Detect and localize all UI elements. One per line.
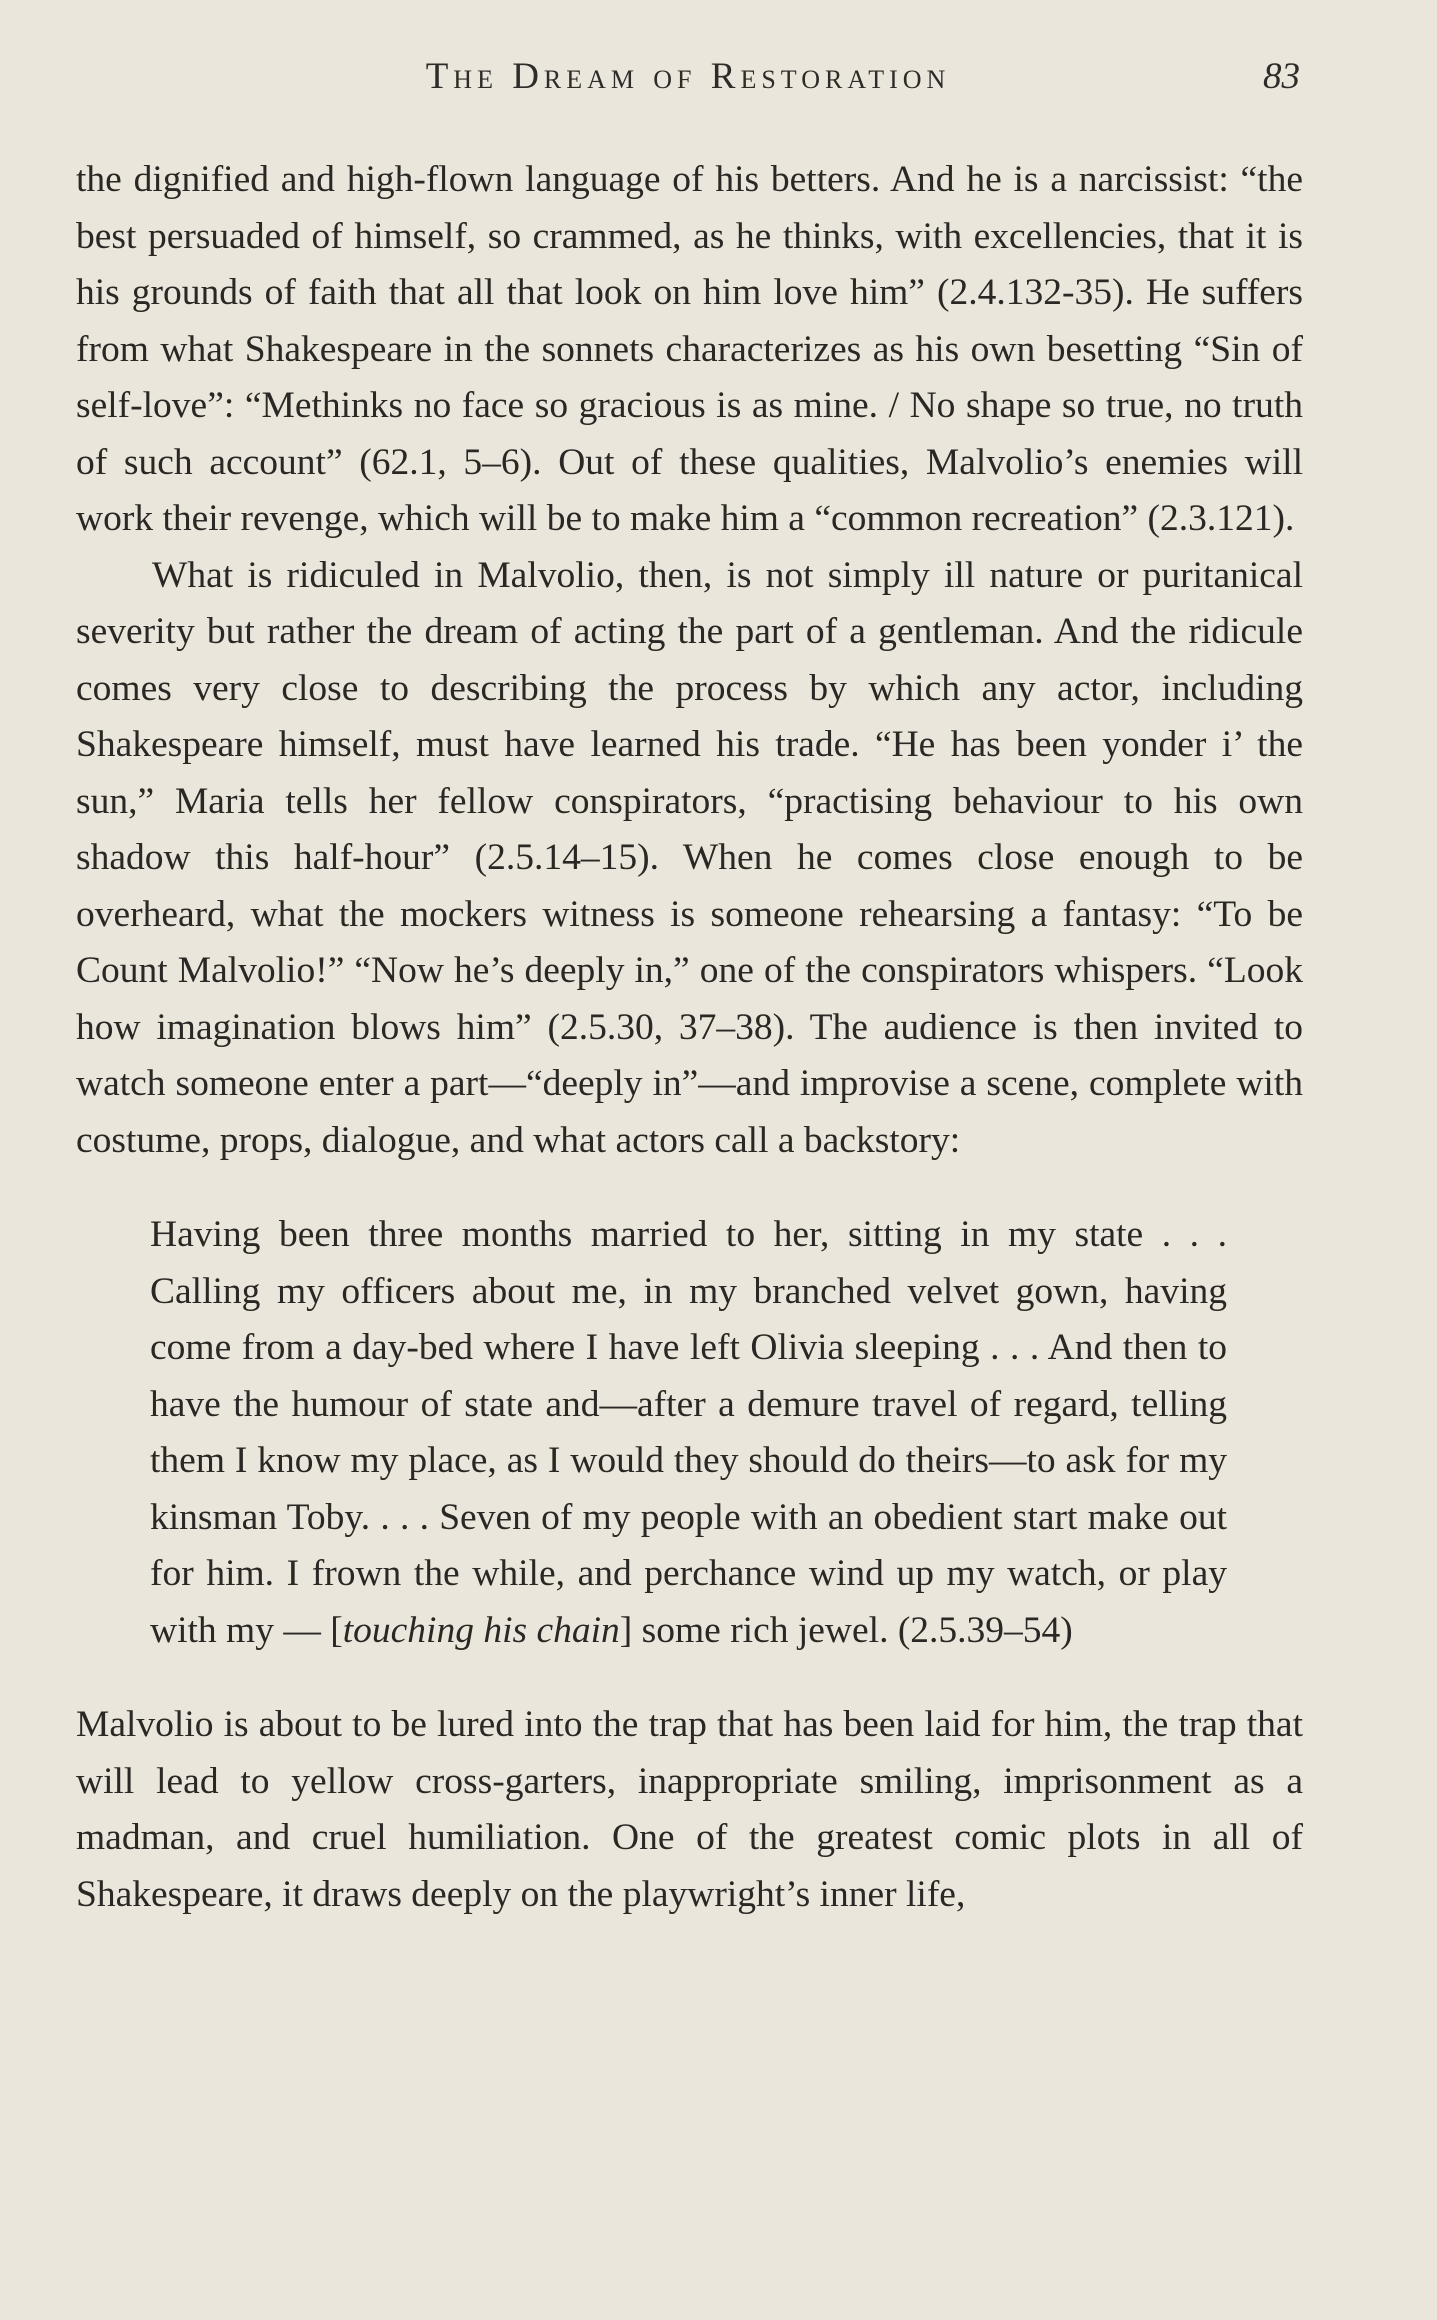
running-head <box>76 52 1300 102</box>
quote-stage-direction: touching his chain <box>342 1609 620 1651</box>
paragraph-closing: Malvolio is about to be lured into the trap that has been laid for him, the trap that will lead to yellow cross-garters, inappropriate smiling, imprisonment as a madman, and cruel humiliation. One of the greatest comic plots in all of Shakespeare, it draws deeply on the playwright’s inner life, <box>76 1704 1303 1915</box>
block-quote <box>150 1207 1227 1659</box>
page-number: 83 <box>1263 56 1300 97</box>
running-title: The Dream of Restoration <box>425 56 951 97</box>
body-text <box>76 152 1303 1923</box>
paragraph-continued: the dignified and high-flown language of his betters. And he is a narcissist: “the best persuaded of himself, so crammed, as he thinks, with excellencies, that it is his grounds of faith that all that look on him love him” (2.4.132-35). He suffers from what Shakespeare in the sonnets characterizes as his own besetting “Sin of self-love”: “Methinks no face so gracious is as mine. / No shape so true, no truth of such account” (62.1, 5–6). Out of these qualities, Malvolio’s enemies will work their revenge, which will be to make him a “common recreation” (2.3.121). <box>76 159 1303 539</box>
quote-text-before: Having been three months married to her, sitting in my state . . . Calling my officers about me, in my branched velvet gown, having come from a day-bed where I have left Olivia sleeping . . . And then to have the humour of state and—after a demure travel of regard, telling them I know my place, as I would they should do theirs—to ask for my kinsman Toby. . . . Seven of my people with an obedient start make out for him. I frown the while, and perchance wind up my watch, or play with my — <box>150 1214 1227 1651</box>
quote-bracket-close: ] <box>619 1609 633 1651</box>
paragraph-ridicule: What is ridiculed in Malvolio, then, is not simply ill nature or puritanical severity but rather the dream of acting the part of a gentleman. And the ridicule comes very close to describing the process by which any actor, including Shakespeare himself, must have learned his trade. “He has been yonder i’ the sun,” Maria tells her fellow conspirators, “practising behaviour to his own shadow this half-hour” (2.5.14–15). When he comes close enough to be overheard, what the mockers witness is someone rehearsing a fantasy: “To be Count Malvolio!” “Now he’s deeply in,” one of the conspirators whispers. “Look how imagination blows him” (2.5.30, 37–38). The audience is then invited to watch someone enter a part—“deeply in”—and improvise a scene, complete with costume, props, dialogue, and what actors call a backstory: <box>76 554 1303 1161</box>
quote-text-after: some rich jewel. (2.5.39–54) <box>632 1609 1073 1651</box>
quote-bracket-open: [ <box>330 1609 343 1651</box>
